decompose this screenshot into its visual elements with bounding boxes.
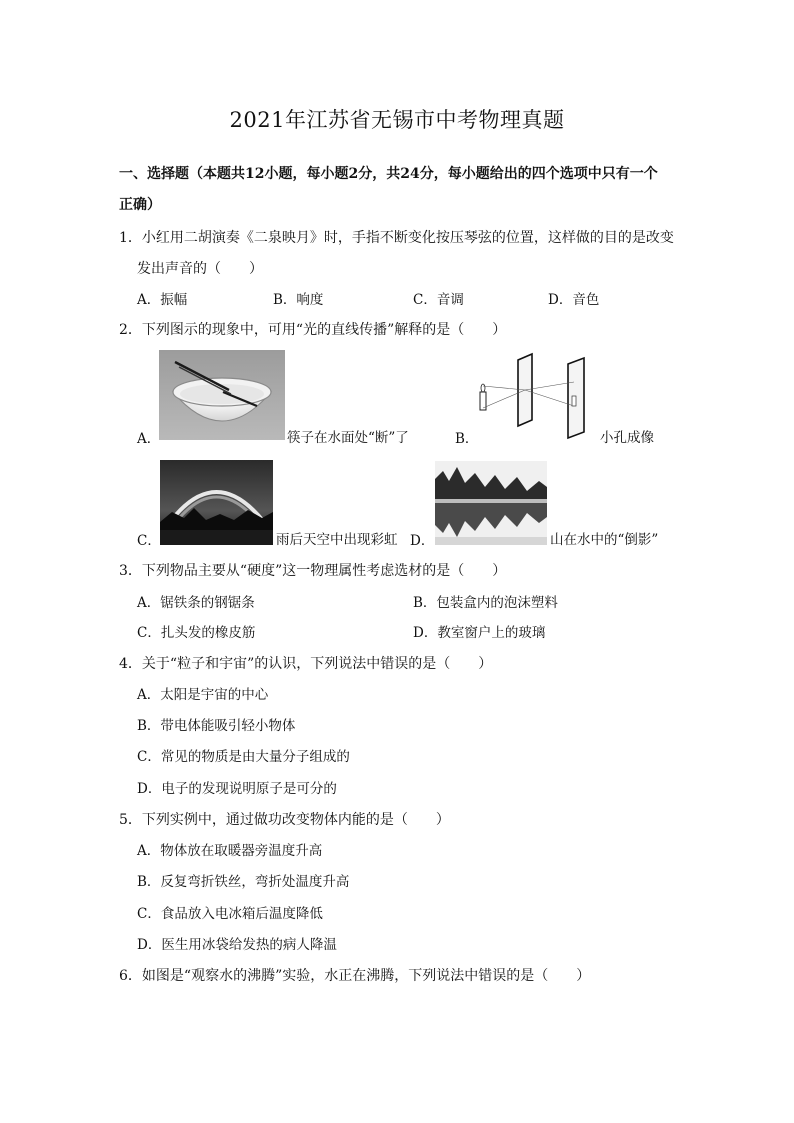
q2-option-d-letter: D．	[410, 533, 435, 549]
q3-option-b: B．包装盒内的泡沫塑料	[413, 595, 558, 611]
q1-stem-line1: 1．小红用二胡演奏《二泉映月》时，手指不断变化按压琴弦的位置，这样做的目的是改变	[119, 230, 674, 246]
q3-option-d: D．教室窗户上的玻璃	[413, 625, 546, 641]
q1-option-b: B．响度	[273, 292, 324, 308]
section-heading-line1: 一、选择题（本题共12小题，每小题2分，共24分，每小题给出的四个选项中只有一个	[119, 166, 658, 182]
q4-option-c: C．常见的物质是由大量分子组成的	[137, 749, 350, 765]
q2-stem: 2．下列图示的现象中，可用“光的直线传播”解释的是（ ）	[119, 322, 507, 338]
q4-option-b: B．带电体能吸引轻小物体	[137, 718, 296, 734]
q2-option-a-letter: A．	[137, 431, 161, 447]
q1-option-c: C．音调	[413, 292, 464, 308]
q3-option-a: A．锯铁条的钢锯条	[137, 595, 255, 611]
q3-option-c: C．扎头发的橡皮筋	[137, 625, 256, 641]
q4-option-d: D．电子的发现说明原子是可分的	[137, 781, 337, 797]
chopsticks-bowl-image	[159, 350, 285, 440]
page-title: 2021年江苏省无锡市中考物理真题	[229, 108, 565, 132]
q1-option-a: A．振幅	[137, 292, 188, 308]
q5-option-a: A．物体放在取暖器旁温度升高	[137, 843, 323, 859]
q2-option-c-letter: C．	[137, 533, 161, 549]
q2-option-a-caption: 筷子在水面处“断”了	[287, 430, 409, 446]
q2-option-d-caption: 山在水中的“倒影”	[550, 532, 659, 548]
q4-stem: 4．关于“粒子和宇宙”的认识，下列说法中错误的是（ ）	[119, 656, 493, 672]
q5-option-d: D．医生用冰袋给发热的病人降温	[137, 937, 337, 953]
q5-option-b: B．反复弯折铁丝，弯折处温度升高	[137, 874, 350, 890]
q2-option-c-caption: 雨后天空中出现彩虹	[276, 532, 398, 548]
section-heading-line2: 正确）	[119, 197, 161, 213]
q6-stem: 6．如图是“观察水的沸腾”实验，水正在沸腾，下列说法中错误的是（ ）	[119, 968, 591, 984]
q4-option-a: A．太阳是宇宙的中心	[137, 687, 269, 703]
mountain-reflection-image	[435, 461, 547, 545]
q5-option-c: C．食品放入电冰箱后温度降低	[137, 906, 323, 922]
q2-option-b-letter: B．	[455, 431, 479, 447]
q5-stem: 5．下列实例中，通过做功改变物体内能的是（ ）	[119, 812, 450, 828]
q1-stem-line2: 发出声音的（ ）	[137, 261, 263, 277]
rainbow-image	[160, 460, 273, 545]
q1-option-d: D．音色	[548, 292, 600, 308]
q2-option-b-caption: 小孔成像	[600, 430, 654, 446]
pinhole-imaging-image	[474, 352, 599, 440]
q3-stem: 3．下列物品主要从“硬度”这一物理属性考虑选材的是（ ）	[119, 563, 507, 579]
